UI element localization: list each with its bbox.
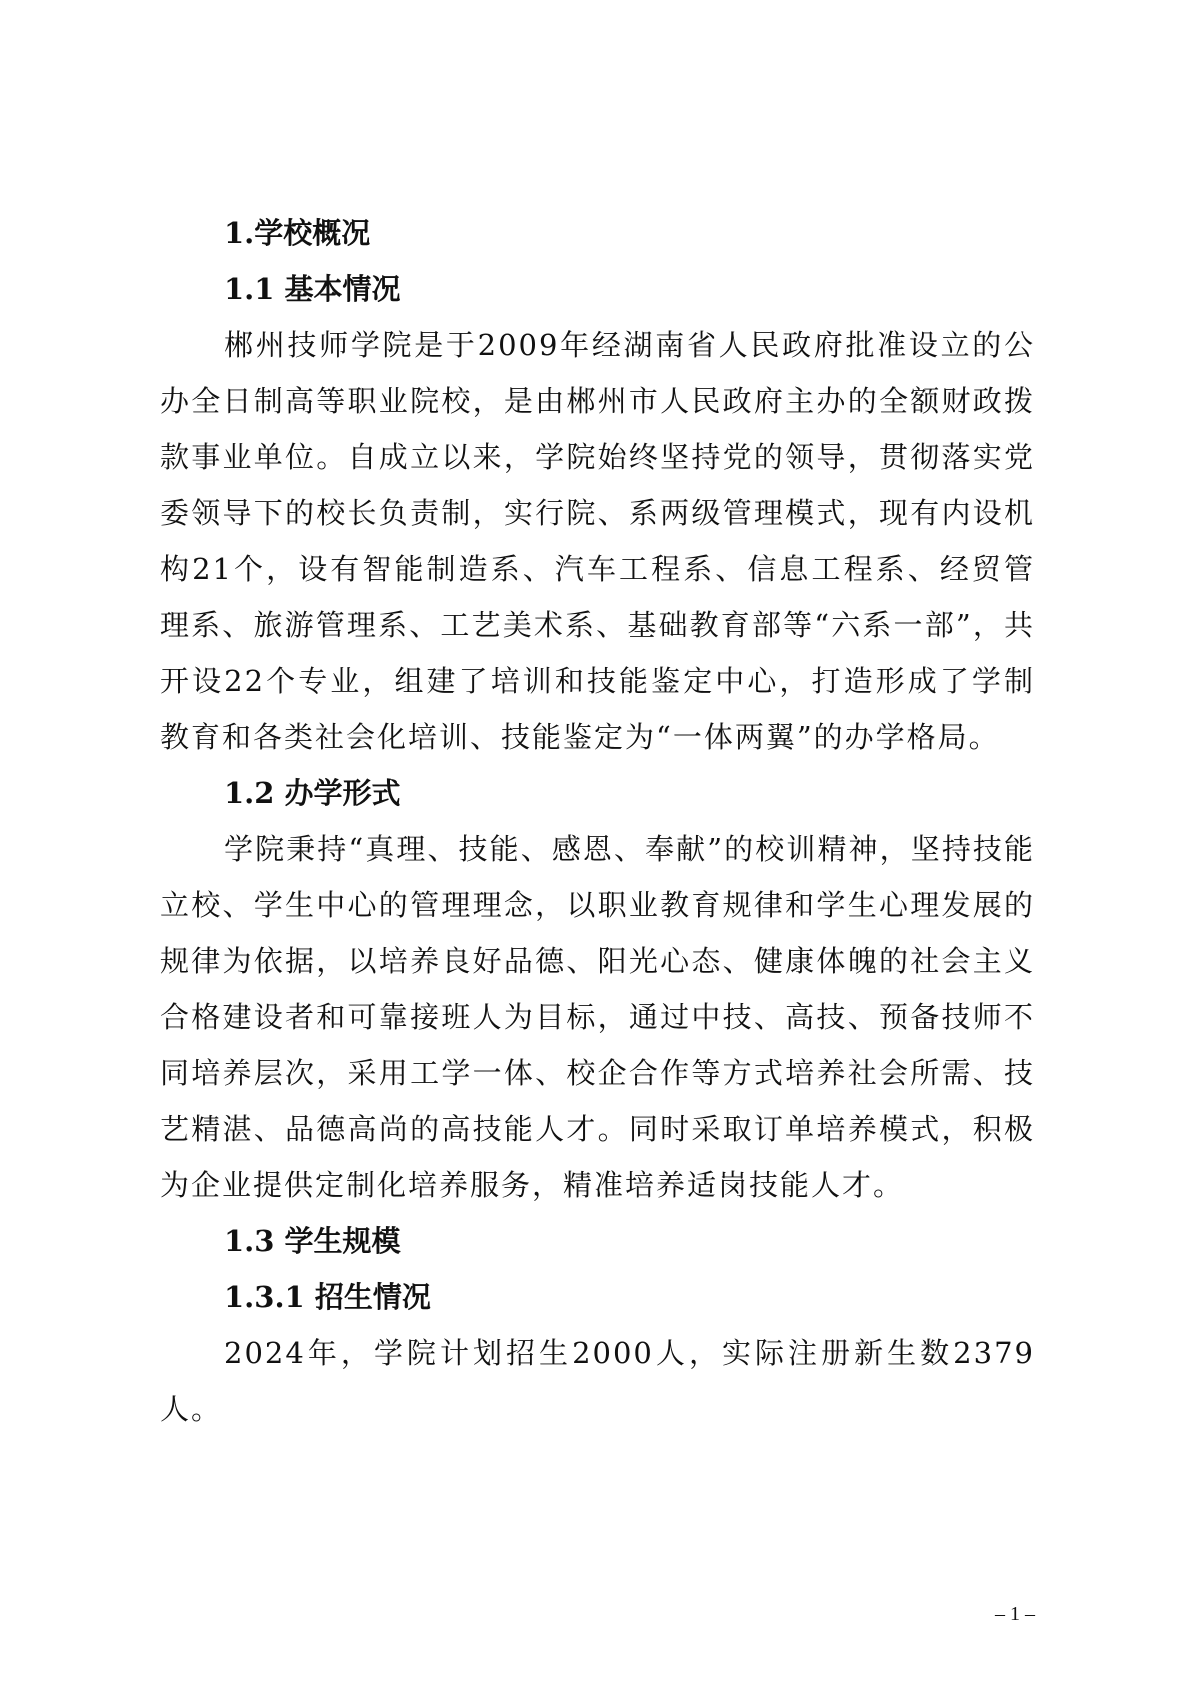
paragraph-school-form: 学院秉持“真理、技能、感恩、奉献”的校训精神，坚持技能立校、学生中心的管理理念，以职业教育规律和学生心理发展的规律为依据，以培养良好品德、阳光心态、健康体魄的社会主义合格建设者和可靠接班人为目标，通过中技、高技、预备技师不同培养层次，采用工学一体、校企合作等方式培养社会所需、技艺精湛、品德高尚的高技能人才。同时采取订单培养模式，积极为企业提供定制化培养服务，精准培养适岗技能人才。 [160, 832, 1035, 1202]
section-heading-school-form: 1.2 办学形式 [224, 776, 401, 810]
paragraph-enrollment: 2024年，学院计划招生2000人，实际注册新生数2379人。 [160, 1336, 1035, 1426]
section-heading-basic-info: 1.1 基本情况 [224, 272, 401, 306]
page-number: – 1 – [995, 1603, 1035, 1625]
section-heading-school-overview: 1.学校概况 [224, 216, 371, 250]
section-heading-student-scale: 1.3 学生规模 [224, 1224, 401, 1258]
section-heading-enrollment: 1.3.1 招生情况 [224, 1280, 431, 1314]
paragraph-basic-info: 郴州技师学院是于2009年经湖南省人民政府批准设立的公办全日制高等职业院校，是由郴州市人民政府主办的全额财政拨款事业单位。自成立以来，学院始终坚持党的领导，贯彻落实党委领导下的校长负责制，实行院、系两级管理模式，现有内设机构21个，设有智能制造系、汽车工程系、信息工程系、经贸管理系、旅游管理系、工艺美术系、基础教育部等“六系一部”，共开设22个专业，组建了培训和技能鉴定中心，打造形成了学制教育和各类社会化培训、技能鉴定为“一体两翼”的办学格局。 [160, 328, 1035, 754]
document-body [160, 205, 1035, 1437]
